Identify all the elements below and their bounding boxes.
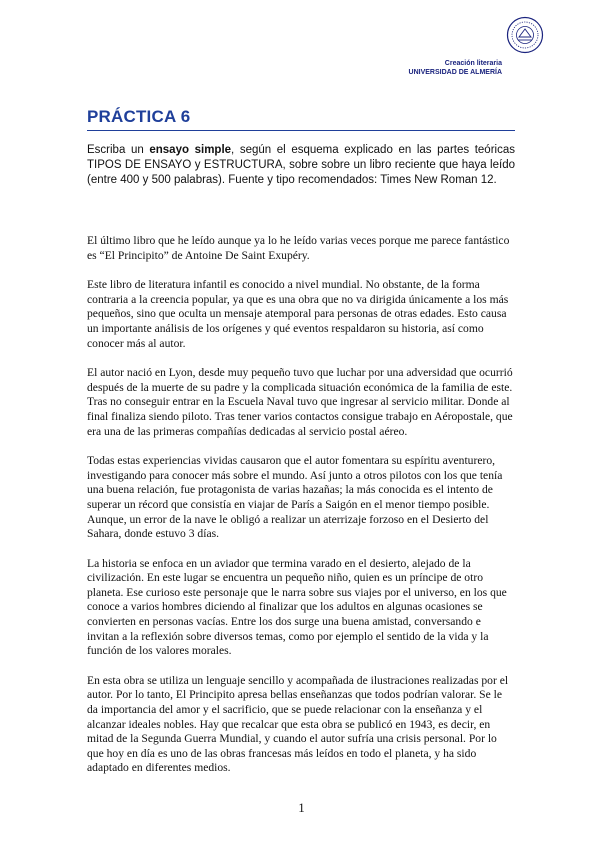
instructions-rest: , según el esquema explicado en las partes teóricas TIPOS DE ENSAYO y ESTRUCTURA, sobre sobre un libro reciente que haya leído (entre 400 y 500 palabras). Fuente y tipo recomendados: Times New Roman 12. xyxy=(87,144,515,186)
page-number: 1 xyxy=(298,800,305,815)
essay-paragraph: Todas estas experiencias vividas causaron que el autor fomentara su espíritu aventurero, investigando para conocer más sobre el mundo. Así junto a otros pilotos con los que tenía una buena relación, fue protagonista de varias hazañas; la más conocida es el intento de superar un récord que consistía en viajar de París a Saigón en el menor tiempo posible. Aunque, un error de la nave le obligó a realizar un aterrizaje forzoso en el Desierto del Sahara, donde estuvo 3 días. xyxy=(87,454,503,541)
essay-paragraph: En esta obra se utiliza un lenguaje sencillo y acompañada de ilustraciones realizadas por el autor. Por lo tanto, El Principito apresa bellas enseñanzas que todos podrían valorar. Se le da importancia del amor y el sacrificio, que se puede relacionar con la enseñanza y el alcanzar ideales nobles. Hay que recalcar que esta obra se publicó en 1943, es decir, en mitad de la Segunda Guerra Mundial, y cuando el autor sufría una crisis personal. Por lo que hoy en día es uno de las obras francesas más leídos en todo el planeta, y ha sido adaptado en diferentes medios. xyxy=(87,673,509,775)
university-seal-icon xyxy=(506,16,544,54)
essay-paragraph: Este libro de literatura infantil es conocido a nivel mundial. No obstante, de la forma contraria a la creencia popular, ya que es una obra que no va dirigida únicamente a los más pequeños, sino que oculta un mensaje atemporal para personas de otras edades. Esto causa un importante análisis de los orígenes y qué eventos respaldaron su historia, así como conocer más al autor. xyxy=(87,278,509,350)
header-line-2: UNIVERSIDAD DE ALMERÍA xyxy=(408,69,502,76)
title-underline xyxy=(87,130,515,131)
assignment-instructions xyxy=(87,143,515,188)
instructions-lead: Escriba un xyxy=(87,144,150,156)
institution-header xyxy=(409,59,502,77)
essay-body xyxy=(87,234,515,791)
header-line-1: Creación literaria xyxy=(444,60,502,67)
essay-paragraph: El último libro que he leído aunque ya lo he leído varias veces porque me parece fantástico es “El Principito” de Antoine De Saint Exupéry. xyxy=(87,234,510,262)
page-title: PRÁCTICA 6 xyxy=(87,107,191,126)
instructions-emphasis: ensayo simple xyxy=(149,144,232,156)
essay-paragraph: El autor nació en Lyon, desde muy pequeño tuvo que luchar por una adversidad que ocurrió después de la muerte de su padre y la complicada situación económica de la familia de este. Tras no conseguir entrar en la Escuela Naval tuvo que ingresar al servicio militar. Donde al final finaliza siendo piloto. Tras tener varios contactos consigue trabajo en Aéropostale, que era una de las primeras compañías dedicadas al servicio postal aéreo. xyxy=(87,366,513,438)
essay-paragraph: La historia se enfoca en un aviador que termina varado en el desierto, alejado de la civilización. En este lugar se encuentra un pequeño niño, quien es un príncipe de otro planeta. Ese curioso este personaje que le narra sobre sus viajes por el universo, en los que conoce a varios hombres diciendo al finalizar que los adultos en algunas ocasiones se convierten en personas vacías. Entre los dos surge una buena amistad, conversando e invitan a la reflexión sobre diversos temas, como por ejemplo el sentido de la vida y la función de los valores morales. xyxy=(87,556,507,658)
